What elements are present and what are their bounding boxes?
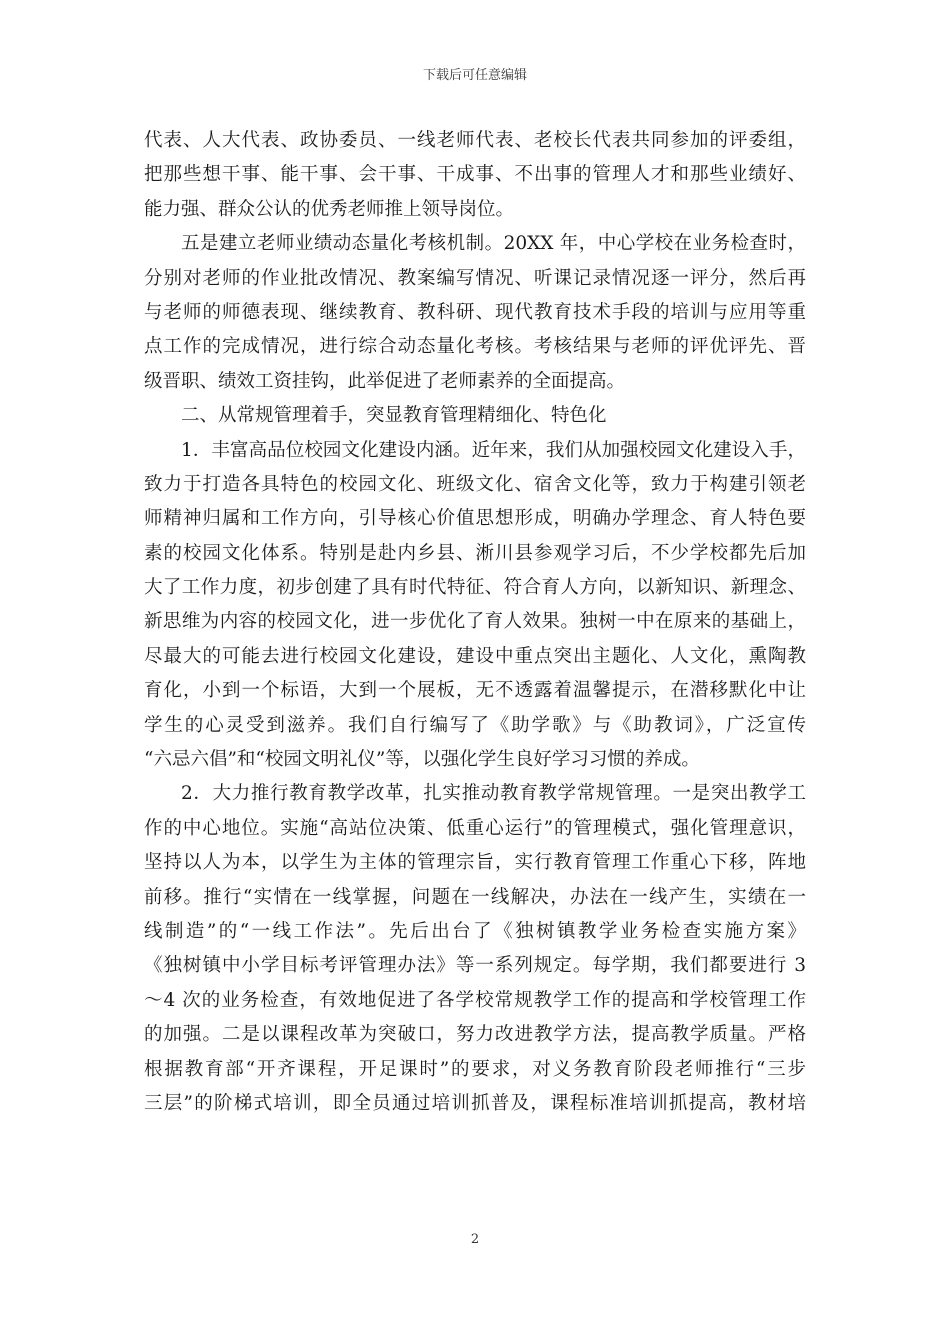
text-line: 师精神归属和工作方向，引导核心价值思想形成，明确办学理念、育人特色要 [144,508,806,530]
text-line: 前移。推行“实情在一线掌握，问题在一线解决，办法在一线产生，实绩在一 [144,886,806,908]
text-line: 大了工作力度，初步创建了具有时代特征、符合育人方向，以新知识、新理念、 [144,577,806,599]
text-line: 级晋职、绩效工资挂钩，此举促进了老师素养的全面提高。 [144,370,626,392]
document-body [144,124,806,1121]
text-line: 代表、人大代表、政协委员、一线老师代表、老校长代表共同参加的评委组， [144,130,806,151]
text-line: 把那些想干事、能干事、会干事、干成事、不出事的管理人才和那些业绩好、 [144,164,806,186]
text-line: 根据教育部“开齐课程，开足课时”的要求，对义务教育阶段老师推行“三步 [144,1058,806,1080]
text-line: 1．丰富高品位校园文化建设内涵。近年来，我们从加强校园文化建设入手， [181,439,806,461]
text-line: 线制造”的“一线工作法”。先后出台了《独树镇教学业务检查实施方案》 [144,920,806,942]
text-line: 致力于打造各具特色的校园文化、班级文化、宿舍文化等，致力于构建引领老 [144,473,806,495]
text-line: 作的中心地位。实施“高站位决策、低重心运行”的管理模式，强化管理意识， [144,817,806,839]
text-line: “六忌六倡”和“校园文明礼仪”等，以强化学生良好学习习惯的养成。 [144,749,700,771]
page-number: 2 [470,1232,480,1247]
text-line: 点工作的完成情况，进行综合动态量化考核。考核结果与老师的评优评先、晋 [144,336,806,358]
text-line: 育化，小到一个标语，大到一个展板，无不透露着温馨提示，在潜移默化中让 [144,680,806,702]
page-header: 下载后可任意编辑 [422,68,527,83]
text-line: 新思维为内容的校园文化，进一步优化了育人效果。独树一中在原来的基础上， [144,611,806,633]
paragraph [144,434,806,778]
text-line: 五是建立老师业绩动态量化考核机制。20XX 年，中心学校在业务检查时， [181,233,806,255]
text-line: 的加强。二是以课程改革为突破口，努力改进教学方法，提高教学质量。严格 [144,1024,806,1046]
paragraph [144,399,806,433]
text-line: 能力强、群众公认的优秀老师推上领导岗位。 [144,198,515,220]
paragraph [144,777,806,1121]
text-line: 尽最大的可能去进行校园文化建设，建设中重点突出主题化、人文化，熏陶教 [144,645,806,667]
paragraph [144,227,806,399]
text-line: 分别对老师的作业批改情况、教案编写情况、听课记录情况逐一评分，然后再 [144,267,806,289]
text-line: 二、从常规管理着手，突显教育管理精细化、特色化 [181,405,607,427]
paragraph [144,124,806,227]
text-line: ～4 次的业务检查，有效地促进了各学校常规教学工作的提高和学校管理工作 [144,989,806,1011]
text-line: 学生的心灵受到滋养。我们自行编写了《助学歌》与《助教词》，广泛宣传 [144,714,806,736]
text-line: 素的校园文化体系。特别是赴内乡县、淅川县参观学习后，不少学校都先后加 [144,542,806,564]
text-line: 2．大力推行教育教学改革，扎实推动教育教学常规管理。一是突出教学工 [181,783,806,805]
text-line: 《独树镇中小学目标考评管理办法》等一系列规定。每学期，我们都要进行 3 [144,955,806,977]
text-line: 坚持以人为本，以学生为主体的管理宗旨，实行教育管理工作重心下移，阵地 [144,852,806,874]
text-line: 三层”的阶梯式培训，即全员通过培训抓普及，课程标准培训抓提高，教材培 [144,1092,806,1114]
text-line: 与老师的师德表现、继续教育、教科研、现代教育技术手段的培训与应用等重 [144,301,806,323]
